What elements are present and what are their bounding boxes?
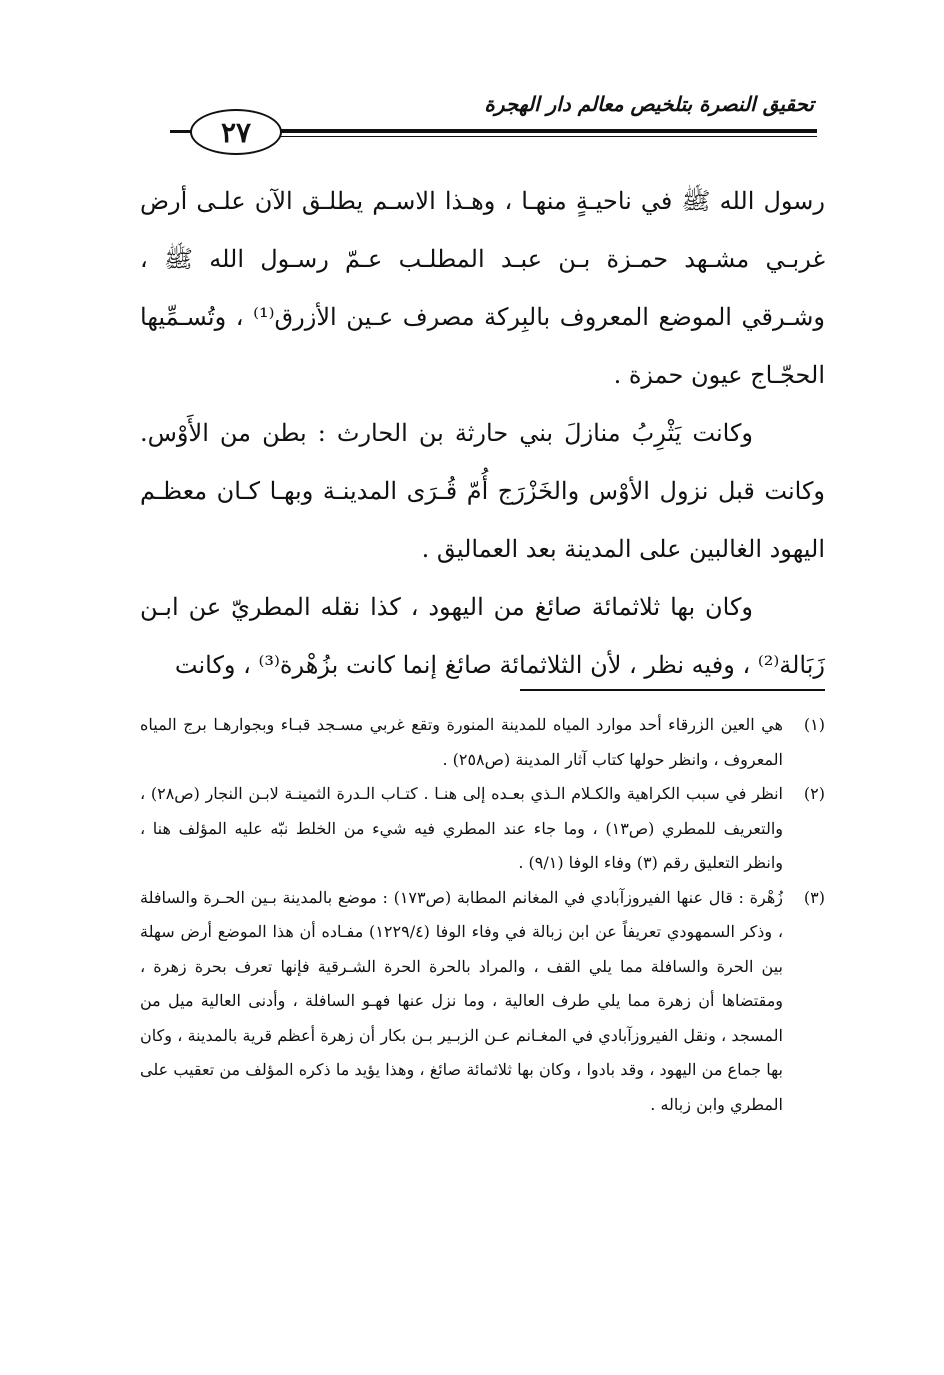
footnote-number: (٢) (803, 784, 825, 803)
footnote-text: انظر في سبب الكراهية والكـلام الـذي بعـده إلى هنـا . كتـاب الـدرة الثمينـة لابـن النجار (ص٢٨) ، والتعريف للمطري (ص١٣) ، وما جاء عند المطري فيه شيء من الخلط نبّه عليه المؤلف هنا ، وانظر التعليق رقم (٣) وفاء الوفا (٩/١) . (140, 784, 784, 872)
footnote (140, 881, 825, 1123)
footnote-number: (٣) (803, 887, 825, 907)
footnote-text: هي العين الزرقاء أحد موارد المياه للمدينة المنورة وتقع غربي مسـجد قبـاء وبجوارهـا برج المياه المعروف ، وانظر حولها كتاب آثار المدينة (ص٢٥٨) . (140, 715, 783, 769)
footnote-text: زُهْرة : قال عنها الفيروزآبادي في المغانم المطابة (ص١٧٣) : موضع بالمدينة بـين الحـرة والسافلة ، وذكر السمهودي تعريفاً عن ابن زبالة في وفاء الوفا (١٢٢٩/٤) مفـاده أن هذا الموضع أرض سهلة بين الحرة والسافلة مما يلي القف ، والمراد بالحرة الحرة الشـرقية فإنها تعرف بحرة زهرة ، ومقتضاها أن زهرة مما يلي طرف العالية ، وما نزل عنها فهـو السافلة ، وأدنى العالية ميل من المسجد ، ونقل الفيروزآبادي في المغـانم عـن الزبـير بـن بكار أن زهرة أعظم قرية بالمدينة ، وكان بها جماع من اليهود ، وقد بادوا ، وكان بها ثلاثمائة صائغ ، وهذا يؤيد ما ذكره المؤلف من تعقيب على المطري وابن زباله . (140, 887, 784, 1114)
paragraph: وكان بها ثلاثمائة صائغ من اليهود ، كذا نقله المطريّ عن ابـن زَبَالة⁽²⁾ ، وفيه نظر ، لأن الثلاثمائة صائغ إنما كانت بزُهْرة⁽³⁾ ، وكانت (140, 593, 825, 679)
footnote-number: (١) (803, 715, 825, 734)
page-number: ٢٧ (190, 109, 282, 155)
header-rule-left (170, 130, 192, 133)
footnote (140, 708, 825, 777)
footnotes (140, 708, 825, 1122)
paragraph: رسول الله ﷺ في ناحيـةٍ منهـا ، وهـذا الاسـم يطلـق الآن علـى أرض غربـي مشـهد حمـزة بـن عبـد المطلـب عـمّ رسـول الله ﷺ ، وشـرقي الموضع المعروف بالبِركة مصرف عـين الأزرق⁽¹⁾ ، وتُسـمِّيها الحجّـاج عيون حمزة . (140, 187, 825, 389)
paragraph: وكانت يَثْرِبُ منازلَ بني حارثة بن الحارث : بطن من الأَوْس. وكانت قبل نزول الأوْس والخَزْرَج أُمّ قُـرَى المدينـة وبهـا كـان معظـم اليهود الغالبين على المدينة بعد العماليق . (140, 419, 825, 563)
running-head: تحقيق النصرة بتلخيص معالم دار الهجرة (484, 92, 814, 116)
header-rule-thin (280, 136, 817, 137)
footnote (140, 777, 825, 881)
footnote-separator (520, 689, 825, 691)
header-rule (280, 129, 817, 133)
main-text (140, 172, 825, 694)
